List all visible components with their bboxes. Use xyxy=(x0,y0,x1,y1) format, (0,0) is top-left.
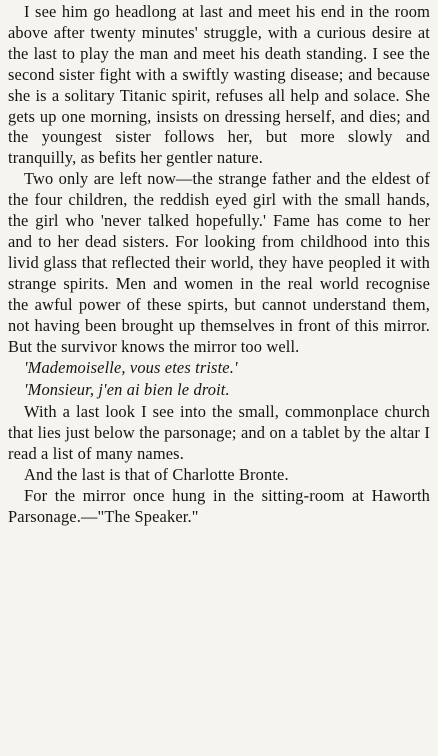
quote-monsieur: 'Monsieur, j'en ai bien le droit. xyxy=(24,380,230,400)
paragraph-4: And the last is that of Charlotte Bronte. xyxy=(24,464,289,484)
paragraph-1: I see him go headlong at last and meet his end in the room above after twenty minutes' struggle, with a curious desire at the last to play the man and meet his death standing. I see the second sister fight with a swiftly wasting disease; and because she is a solitary Titanic spirit, refuses all help and solace. She gets up one morning, insists on dressing herself, and dies; and the youngest sister follows her, but more slowly and tranquilly, as befits her gentler nature. xyxy=(8,2,430,168)
paragraph-2: Two only are left now—the strange father and the eldest of the four children, the reddish eyed girl with the small hands, the girl who 'never talked hopefully.' Fame has come to her and to her dead sisters. For looking from childhood into this livid glass that reflected their world, they have peopled it with strange spirits. Men and women in the real world recognise the awful power of these spirts, but cannot understand them, not having been brought up themselves in front of this mirror. But the survivor knows the mirror too well. xyxy=(8,169,430,356)
quote-mademoiselle: 'Mademoiselle, vous etes triste.' xyxy=(24,358,238,378)
paragraph-5: For the mirror once hung in the sitting-room at Haworth Parsonage.—"The Speaker." xyxy=(8,485,430,526)
paragraph-3: With a last look I see into the small, commonplace church that lies just below the parsonage; and on a tablet by the altar I read a list of many names. xyxy=(8,402,430,464)
